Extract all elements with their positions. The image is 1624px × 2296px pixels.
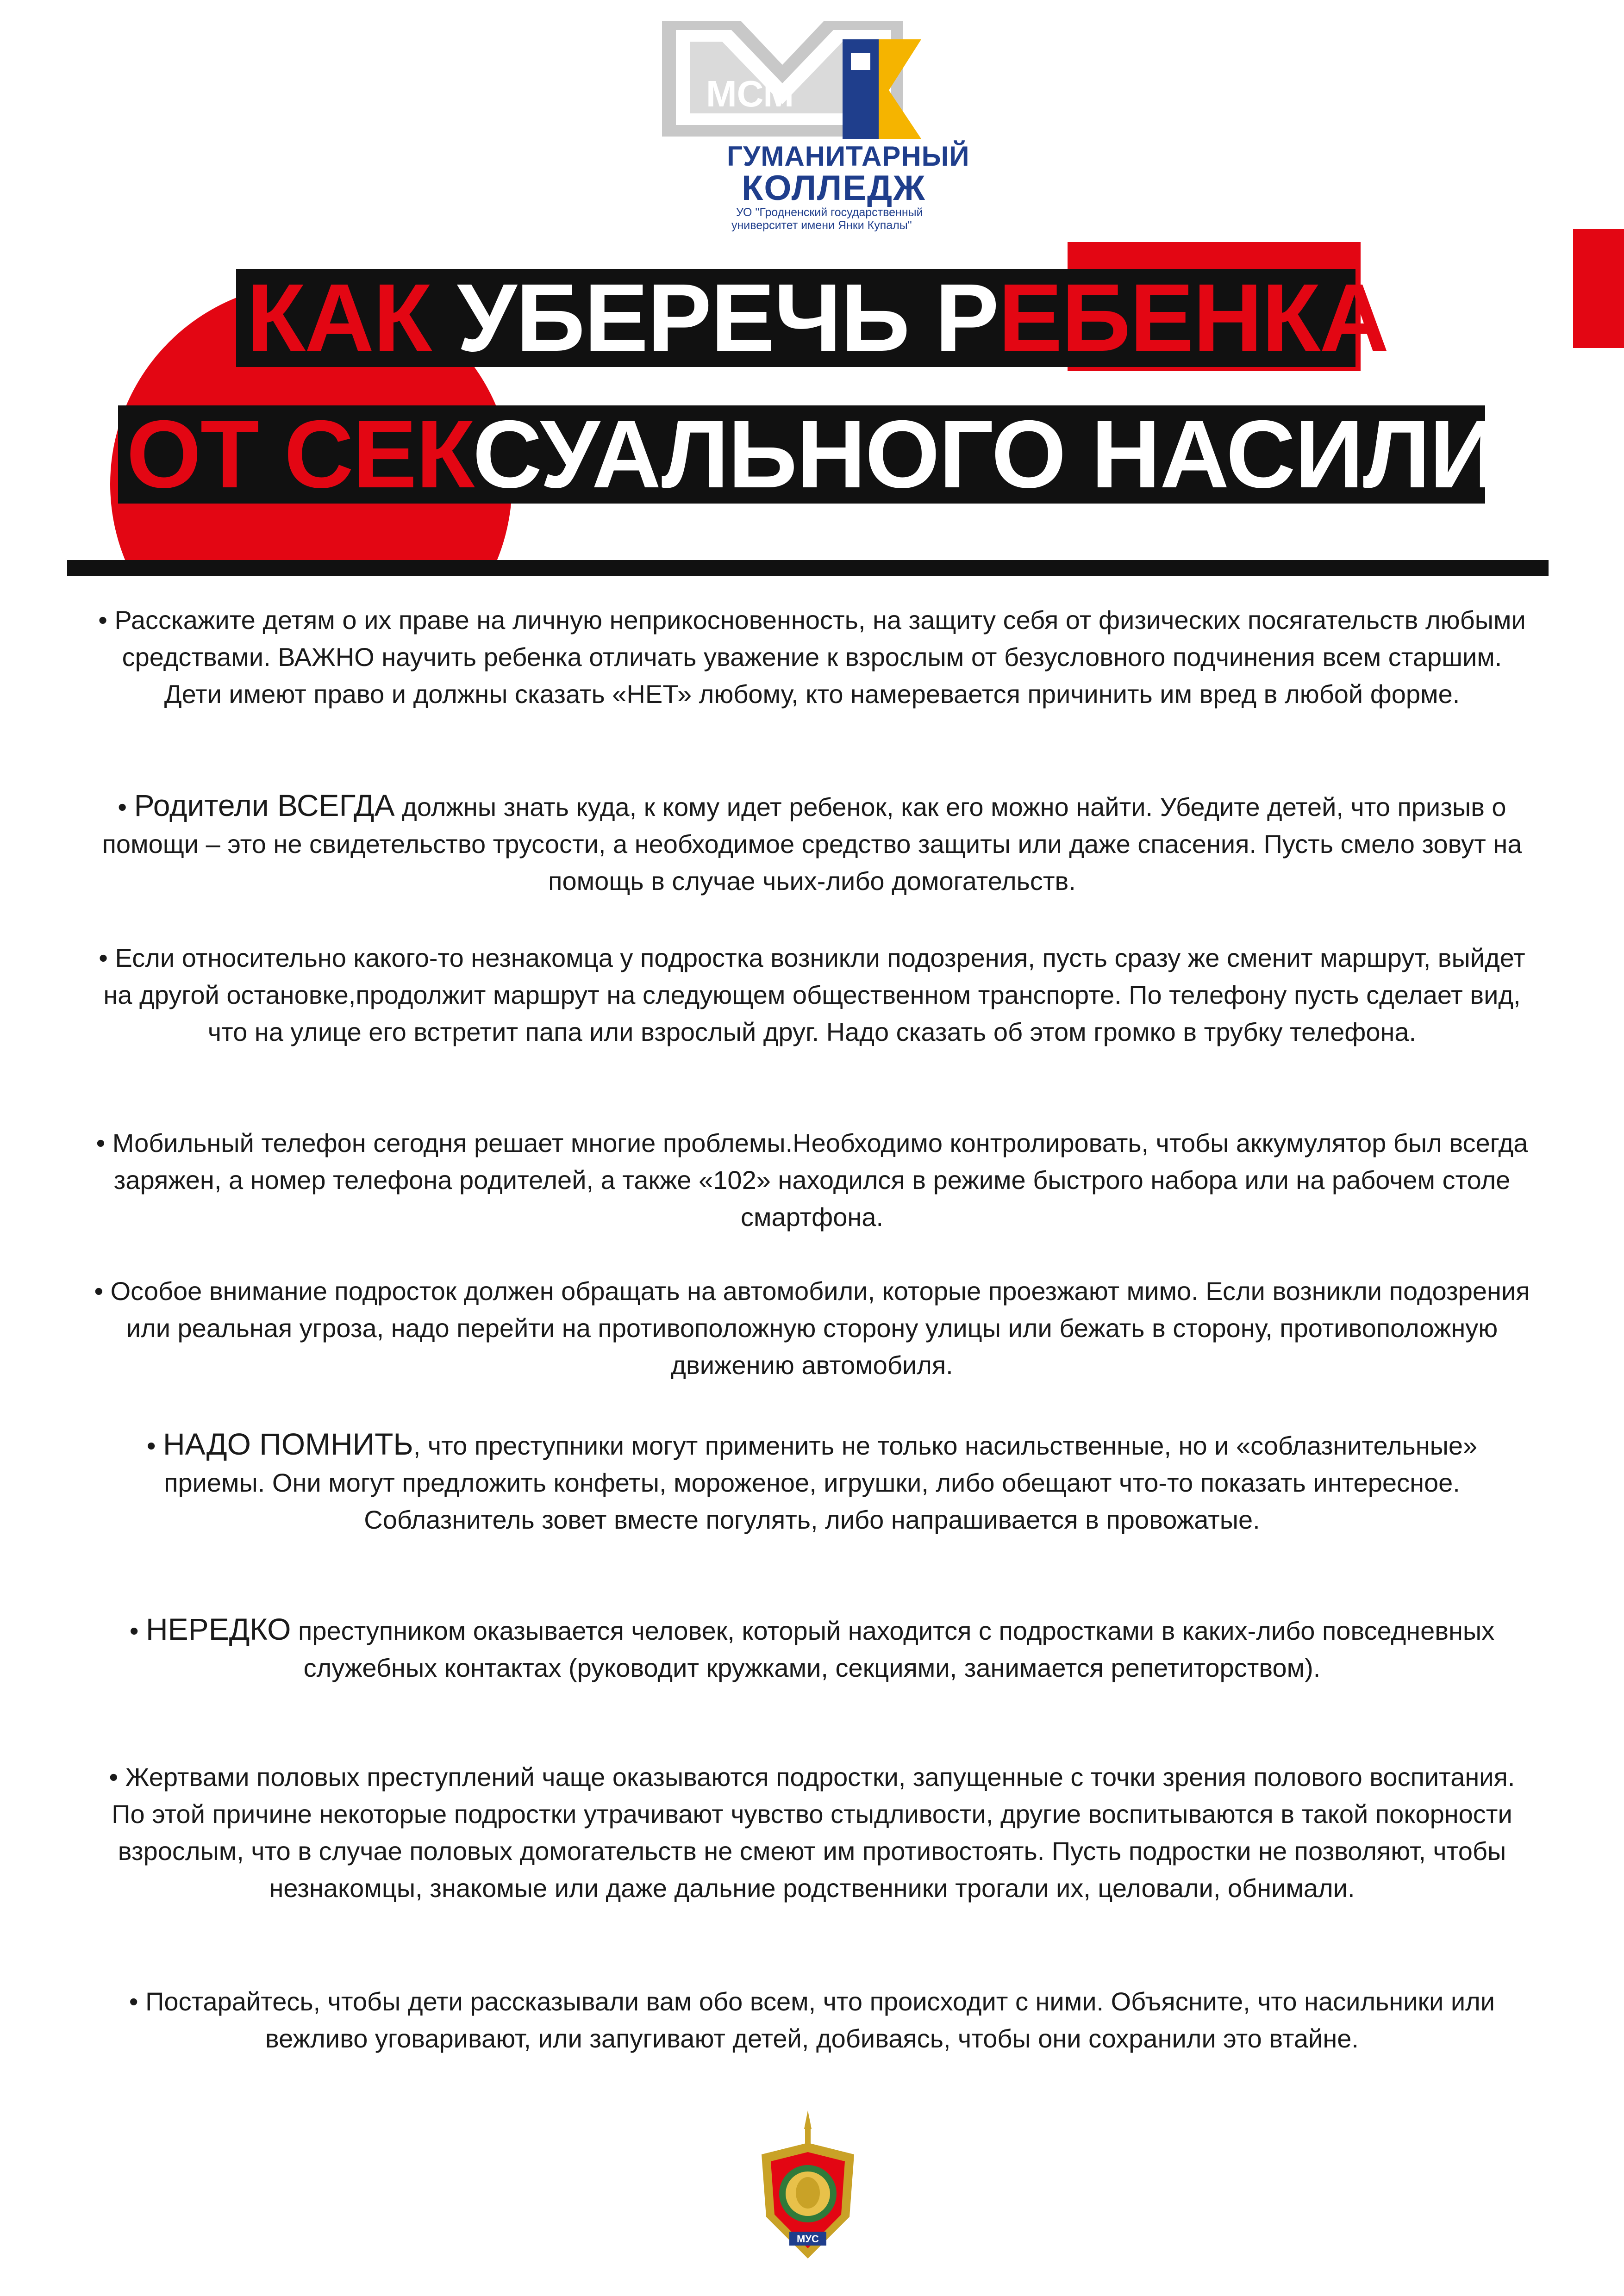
page-title-line-1 xyxy=(247,264,1388,372)
title-line-2-white-part: СУАЛЬНОГО НАСИЛИЯ xyxy=(472,401,1566,508)
logo-college-type: ГУМАНИТАРНЫЙ xyxy=(727,141,970,172)
title-line-1-red-part: КАК xyxy=(247,264,431,372)
paragraph-4-text: Мобильный телефон сегодня решает многие проблемы.Необходимо контролировать, чтобы аккумулятор был всегда заряжен, а номер телефона родителей, а также «102» находился в режиме быстрого набора или на рабочем столе смартфона. xyxy=(112,1128,1528,1232)
paragraph-5: • Особое внимание подросток должен обращать на автомобили, которые проезжают мимо. Если возникли подозрения или реальная угроза, надо перейти на противоположную сторону улицы или бежать в сторону, противоположную движению автомобиля. xyxy=(94,1276,1530,1380)
paragraph-2-lead: Родители ВСЕГДА xyxy=(134,788,395,822)
college-logo xyxy=(662,21,970,232)
title-line-2-red-part: ОТ СЕК xyxy=(126,401,473,508)
logo-college-name: КОЛЛЕДЖ xyxy=(742,168,926,208)
paragraph-2-text: должны знать куда, к кому идет ребенок, как его можно найти. Убедите детей, что призыв о помощи – это не свидетельство трусости, а необходимое средство защиты или даже спасения. Пусть смело зовут на помощь в случае чьих-либо домогательств. xyxy=(102,792,1522,896)
red-side-bar-decoration xyxy=(1573,229,1624,348)
paragraph-1: • Расскажите детям о их праве на личную неприкосновенность, на защиту себя от физических посягательств любыми средствами. ВАЖНО научить ребенка отличать уважение к взрослым от безусловного подчинения всем старшим. Дети имеют право и должны сказать «НЕТ» любому, кто намеревается причинить им вред в любой форме. xyxy=(98,605,1526,709)
emblem-label: МУС xyxy=(797,2233,819,2245)
paragraph-8: • Жертвами половых преступлений чаще оказываются подростки, запущенные с точки зрения полового воспитания. По этой причине некоторые подростки утрачивают чувство стыдливости, другие воспитываются в такой покорности взрослым, что в случае половых домогательств не смеют им противостоять. Пусть подростки не позволяют, чтобы незнакомцы, знакомые или даже дальние родственники трогали их, целовали, обнимали. xyxy=(109,1762,1515,1903)
paragraph-6: • НАДО ПОМНИТЬ, что преступники могут применить не только насильственные, но и «соблазнительные» приемы. Они могут предложить конфеты, мороженое, игрушки, либо обещают что-то показать интересное. Соблазнитель зовет вместе погулять, либо напрашивается в провожатые. xyxy=(146,1427,1478,1534)
paragraph-6-text: , что преступники могут применить не только насильственные, но и «соблазнительные» приемы. Они могут предложить конфеты, мороженое, игрушки, либо обещают что-то показать интересное. Соблазнитель зовет вместе погулять, либо напрашивается в провожатые. xyxy=(164,1431,1478,1534)
page-title-line-2 xyxy=(126,401,1566,508)
paragraph-2: • Родители ВСЕГДА должны знать куда, к кому идет ребенок, как его можно найти. Убедите детей, что призыв о помощи – это не свидетельство трусости, а необходимое средство защиты или даже спасения. Пусть смело зовут на помощь в случае чьих-либо домогательств. xyxy=(102,788,1522,896)
paragraph-3: • Если относительно какого-то незнакомца у подростка возникли подозрения, пусть сразу же сменит маршрут, выйдет на другой остановке,продолжит маршрут на следующем общественном транспорте. По телефону пусть сделает вид, что на улице его встретит папа или взрослый друг. Надо сказать об этом громко в трубку телефона. xyxy=(99,943,1525,1046)
police-emblem xyxy=(757,2110,859,2268)
paragraph-7-text: преступником оказывается человек, который находится с подростками в каких-либо повседневных служебных контактах (руководит кружками, секциями, занимается репетиторством). xyxy=(291,1616,1495,1682)
title-divider xyxy=(67,560,1549,576)
paragraph-7-lead: НЕРЕДКО xyxy=(146,1612,291,1646)
logo-mark-icon xyxy=(662,21,963,146)
title-line-1-white-part: УБЕРЕЧЬ Р xyxy=(431,264,999,372)
paragraph-9-text: Постарайтесь, чтобы дети рассказывали вам обо всем, что происходит с ними. Объясните, что насильники или вежливо уговаривают, или запугивают детей, добиваясь, чтобы они сохранили это втайне. xyxy=(145,1987,1495,2053)
paragraph-1-text: Расскажите детям о их праве на личную неприкосновенность, на защиту себя от физических посягательств любыми средствами. ВАЖНО научить ребенка отличать уважение к взрослым от безусловного подчинения всем старшим. Дети имеют право и должны сказать «НЕТ» любому, кто намеревается причинить им вред в любой форме. xyxy=(114,605,1526,709)
paragraph-8-text: Жертвами половых преступлений чаще оказываются подростки, запущенные с точки зрения полового воспитания. По этой причине некоторые подростки утрачивают чувство стыдливости, другие воспитываются в такой покорности взрослым, что в случае половых домогательств не смеют им противостоять. Пусть подростки не позволяют, чтобы незнакомцы, знакомые или даже дальние родственники трогали их, целовали, обнимали. xyxy=(112,1762,1515,1903)
paragraph-7: • НЕРЕДКО преступником оказывается человек, который находится с подростками в каких-либо повседневных служебных контактах (руководит кружками, секциями, занимается репетиторством). xyxy=(129,1612,1495,1682)
paragraph-6-lead: НАДО ПОМНИТЬ xyxy=(163,1427,413,1461)
paragraph-9: • Постарайтесь, чтобы дети рассказывали вам обо всем, что происходит с ними. Объясните, что насильники или вежливо уговаривают, или запугивают детей, добиваясь, чтобы они сохранили это втайне. xyxy=(129,1987,1495,2053)
logo-abbrev: МСМ xyxy=(706,73,794,114)
title-line-1-red-end: ЕБЕНКА xyxy=(998,264,1388,372)
logo-university-line-2: университет имени Янки Купалы" xyxy=(731,219,912,232)
paragraph-4: • Мобильный телефон сегодня решает многие проблемы.Необходимо контролировать, чтобы аккумулятор был всегда заряжен, а номер телефона родителей, а также «102» находился в режиме быстрого набора или на рабочем столе смартфона. xyxy=(96,1128,1528,1232)
logo-university-line-1: УО "Гродненский государственный xyxy=(736,206,923,219)
paragraph-5-text: Особое внимание подросток должен обращать на автомобили, которые проезжают мимо. Если возникли подозрения или реальная угроза, надо перейти на противоположную сторону улицы или бежать в сторону, противоположную движению автомобиля. xyxy=(110,1276,1530,1380)
paragraph-3-text: Если относительно какого-то незнакомца у подростка возникли подозрения, пусть сразу же сменит маршрут, выйдет на другой остановке,продолжит маршрут на следующем общественном транспорте. По телефону пусть сделает вид, что на улице его встретит папа или взрослый друг. Надо сказать об этом громко в трубку телефона. xyxy=(103,943,1525,1046)
police-emblem-icon xyxy=(757,2110,859,2268)
